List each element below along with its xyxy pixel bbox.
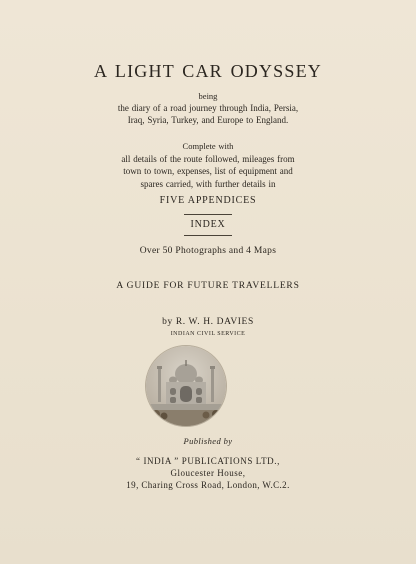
details-line-1: all details of the route followed, mileages from [121, 154, 295, 164]
complete-with-text: Complete with [182, 141, 234, 151]
appendices-heading: FIVE APPENDICES [159, 195, 257, 206]
publisher-house: Gloucester House, [170, 468, 246, 478]
diary-line-1: the diary of a road journey through India, Persia, [117, 103, 299, 113]
frontispiece-photo [145, 345, 227, 427]
photographs-text: Over 50 Photographs and 4 Maps [139, 246, 277, 256]
being-text: being [198, 91, 218, 101]
published-by-text: Published by [183, 436, 233, 446]
index-heading: INDEX [190, 219, 226, 230]
details-line-2: town to town, expenses, list of equipment and [123, 166, 293, 176]
book-title: A LIGHT CAR ODYSSEY [94, 61, 322, 81]
details-line-3: spares carried, with further details in [140, 179, 276, 189]
author-service: INDIAN CIVIL SERVICE [170, 331, 246, 337]
diary-line-2: Iraq, Syria, Turkey, and Europe to England. [127, 115, 289, 125]
publisher-name: “ INDIA ” PUBLICATIONS LTD., [136, 456, 280, 466]
author-name: by R. W. H. DAVIES [162, 317, 254, 327]
divider-bottom [184, 235, 232, 236]
building-illustration [146, 346, 226, 426]
publisher-address: 19, Charing Cross Road, London, W.C.2. [126, 480, 290, 490]
guide-heading: A GUIDE FOR FUTURE TRAVELLERS [116, 281, 300, 291]
divider-top [184, 214, 232, 215]
